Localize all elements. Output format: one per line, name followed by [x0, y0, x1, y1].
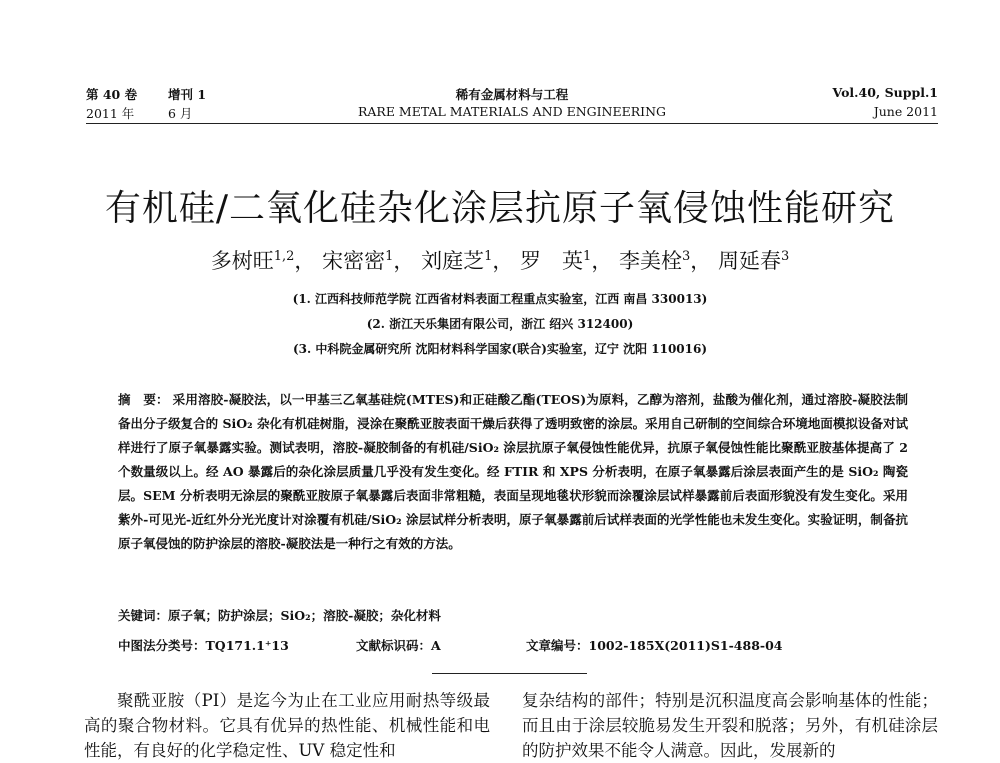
keywords-label: 关键词：	[118, 608, 169, 623]
author: 李美栓$^3$，	[619, 249, 712, 273]
keywords-text: 原子氧；防护涂层；SiO₂；溶胶-凝胶；杂化材料	[168, 608, 441, 623]
affiliation-1: (1. 江西科技师范学院 江西省材料表面工程重点实验室，江西 南昌 330013)	[292, 292, 708, 306]
journal-header	[86, 83, 938, 124]
affiliation-3: (3. 中科院金属研究所 沈阳材料科学国家(联合)实验室，辽宁 沈阳 110016)	[292, 342, 708, 356]
abstract-text: 采用溶胶-凝胶法，以一甲基三乙氧基硅烷(MTES)和正硅酸乙酯(TEOS)为原料，乙醇为溶剂，盐酸为催化剂，通过溶胶-凝胶法制备出分子级复合的 SiO₂ 杂化有机硅树脂，浸涂在聚酰亚胺表面干燥后获得了透明致密的涂层。采用自己研制的空间综合环境地面模拟设备对试样进行了原子氧暴露实验。测试表明，溶胶-凝胶制备的有机硅/SiO₂ 涂层抗原子氧侵蚀性能优异，抗原子氧侵蚀性能比聚酰亚胺基体提高了 2 个数量级以上。经 AO 暴露后的杂化涂层质量几乎没有发生变化。经 FTIR 和 XPS 分析表明，在原子氧暴露后涂层表面产生的是 SiO₂ 陶瓷层。SEM 分析表明无涂层的聚酰亚胺原子氧暴露后表面非常粗糙，表面呈现地毯状形貌而涂覆涂层试样暴露前后表面形貌没有发生变化。采用紫外-可见光-近红外分光光度计对涂覆有机硅/SiO₂ 涂层试样分析表明，原子氧暴露前后试样表面的光学性能也未发生变化。实验证明，制备抗原子氧侵蚀的防护涂层的溶胶-凝胶法是一种行之有效的方法。	[118, 392, 908, 551]
clc-number: 中图法分类号：TQ171.1⁺13	[118, 638, 289, 653]
article-number: 文章编号：1002-185X(2011)S1-488-04	[526, 638, 783, 653]
month-label: 6 月	[168, 106, 193, 121]
date-en: June 2011	[873, 104, 938, 119]
author: 罗 英$^1$，	[520, 249, 613, 273]
affiliation-2: (2. 浙江天乐集团有限公司，浙江 绍兴 312400)	[366, 317, 634, 331]
author: 宋密密$^1$，	[322, 249, 415, 273]
author: 多树旺$^{1,2}$，	[210, 249, 316, 273]
body-column-right	[522, 688, 938, 763]
document-code: 文献标识码：A	[356, 638, 441, 653]
journal-name-cn: 稀有金属材料与工程	[455, 87, 569, 102]
paper-title: 有机硅/二氧化硅杂化涂层抗原子氧侵蚀性能研究	[104, 188, 896, 229]
body-column-left	[84, 688, 490, 763]
section-divider	[432, 673, 587, 674]
author: 刘庭芝$^1$，	[421, 249, 514, 273]
author-list	[0, 245, 1000, 275]
body-paragraph: 聚酰亚胺（PI）是迄今为止在工业应用耐热等级最高的聚合物材料。它具有优异的热性能、机械性能和电性能，有良好的化学稳定性、UV 稳定性和	[84, 691, 490, 760]
volume-en: Vol.40, Suppl.1	[832, 85, 938, 100]
abstract-label: 摘 要：	[118, 392, 169, 407]
volume-label: 第 40 卷	[86, 87, 138, 102]
abstract	[118, 388, 908, 556]
year-label: 2011 年	[86, 106, 135, 121]
issue-label: 增刊 1	[168, 87, 207, 102]
keywords	[118, 606, 441, 624]
journal-name-en: RARE METAL MATERIALS AND ENGINEERING	[357, 104, 667, 119]
body-paragraph: 复杂结构的部件；特别是沉积温度高会影响基体的性能；而且由于涂层较脆易发生开裂和脱落；另外，有机硅涂层的防护效果不能令人满意。因此，发展新的	[522, 691, 938, 760]
author: 周延春$^3$	[717, 249, 790, 273]
